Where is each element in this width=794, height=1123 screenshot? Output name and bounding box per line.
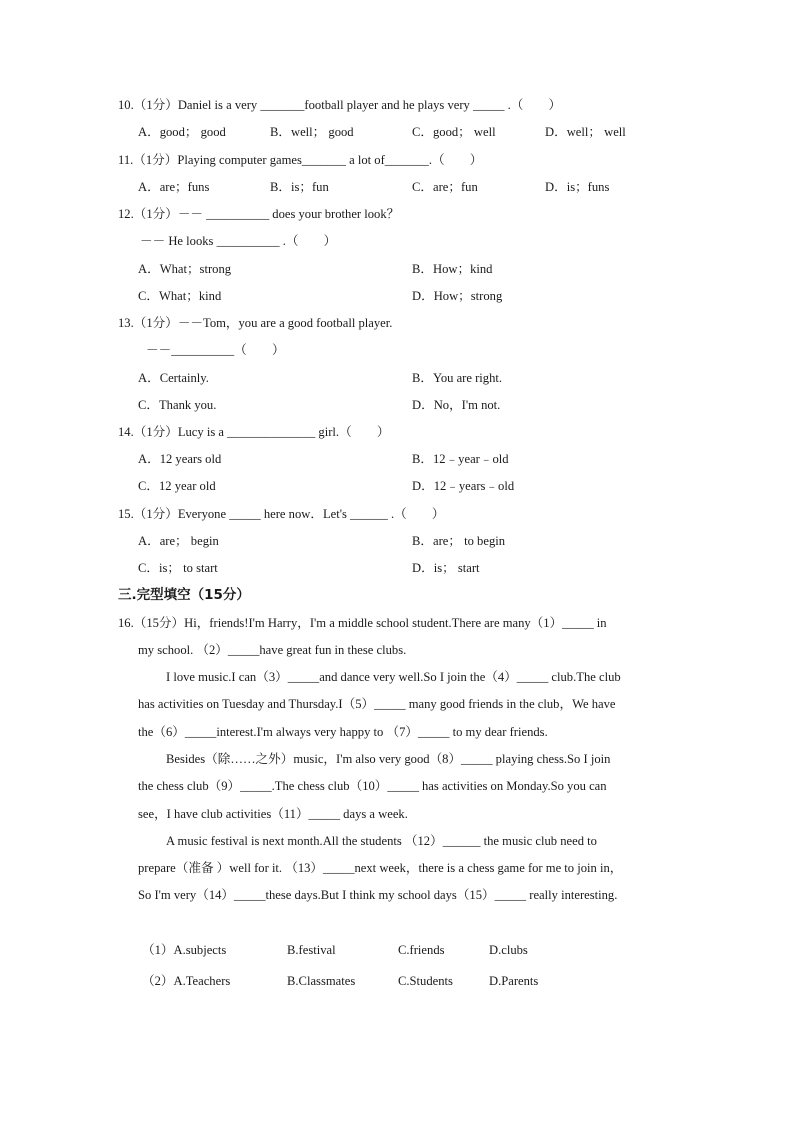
- q15-option-c: C．is； to start: [138, 561, 218, 575]
- answer-1-option-d: D.clubs: [489, 943, 528, 957]
- q13-option-b: B．You are right.: [412, 371, 503, 385]
- q15-option-d: D．is； start: [412, 561, 480, 575]
- q12-option-c: C．What；kind: [138, 289, 222, 303]
- q15-option-a: A．are； begin: [138, 534, 219, 548]
- question-12-stem: 12.（1分）－－ __________ does your brother look？: [118, 207, 400, 221]
- q14-option-a: A．12 years old: [138, 452, 222, 466]
- passage-line: A music festival is next month.All the students （12）______ the music club need to: [166, 834, 597, 848]
- q13-option-d: D．No，I'm not.: [412, 398, 501, 412]
- passage-line: my school. （2）_____have great fun in these clubs.: [138, 643, 407, 657]
- q14-option-d: D．12﹣years﹣old: [412, 479, 515, 493]
- question-13-stem: 13.（1分）－－Tom，you are a good football player.: [118, 316, 393, 330]
- q11-option-d: D．is；funs: [545, 180, 610, 194]
- answer-1-option-a: （1）A.subjects: [142, 943, 227, 957]
- passage-line: has activities on Tuesday and Thursday.I（5）_____ many good friends in the club，We have: [138, 697, 616, 711]
- q10-option-a: A．good； good: [138, 125, 226, 139]
- q11-option-c: C．are；fun: [412, 180, 478, 194]
- answer-1-option-c: C.friends: [398, 943, 445, 957]
- question-10-stem: 10.（1分）Daniel is a very _______football player and he plays very _____ .（ ）: [118, 98, 562, 112]
- passage-line: Besides（除……之外）music，I'm also very good（8）_____ playing chess.So I join: [166, 752, 611, 766]
- question-14-stem: 14.（1分）Lucy is a ______________ girl.（ ）: [118, 425, 390, 439]
- passage-line: So I'm very（14）_____these days.But I think my school days（15）_____ really interesting.: [138, 888, 618, 902]
- q11-option-a: A．are；funs: [138, 180, 210, 194]
- q13-option-a: A．Certainly.: [138, 371, 209, 385]
- passage-line: the chess club（9）_____.The chess club（10）_____ has activities on Monday.So you can: [138, 779, 607, 793]
- q13-dialog: －－__________（ ）: [146, 343, 285, 357]
- q14-option-c: C．12 year old: [138, 479, 216, 493]
- q12-dialog: －－ He looks __________ .（ ）: [140, 234, 337, 248]
- q10-option-d: D．well； well: [545, 125, 626, 139]
- question-11-stem: 11.（1分）Playing computer games_______ a lot of_______.（ ）: [118, 153, 483, 167]
- q15-option-b: B．are； to begin: [412, 534, 506, 548]
- section-title: 三.完型填空（15分）: [118, 587, 250, 603]
- answer-2-option-a: （2）A.Teachers: [142, 974, 231, 988]
- q12-option-b: B．How；kind: [412, 262, 493, 276]
- passage-line: 16.（15分）Hi，friends!I'm Harry，I'm a middle school student.There are many（1）_____ in: [118, 616, 607, 630]
- answer-2-option-b: B.Classmates: [287, 974, 356, 988]
- answer-1-option-b: B.festival: [287, 943, 336, 957]
- q12-option-a: A．What；strong: [138, 262, 232, 276]
- answer-2-option-c: C.Students: [398, 974, 453, 988]
- passage-line: the（6）_____interest.I'm always very happy to （7）_____ to my dear friends.: [138, 725, 548, 739]
- passage-line: see，I have club activities（11）_____ days a week.: [138, 807, 408, 821]
- q14-option-b: B．12﹣year﹣old: [412, 452, 509, 466]
- answer-2-option-d: D.Parents: [489, 974, 539, 988]
- q13-option-c: C．Thank you.: [138, 398, 217, 412]
- passage-line: prepare（准备 ）well for it. （13）_____next week，there is a chess game for me to join in，: [138, 861, 623, 875]
- q11-option-b: B．is；fun: [270, 180, 329, 194]
- q10-option-c: C．good； well: [412, 125, 496, 139]
- passage-line: I love music.I can（3）_____and dance very well.So I join the（4）_____ club.The club: [166, 670, 621, 684]
- q12-option-d: D．How；strong: [412, 289, 503, 303]
- q10-option-b: B．well； good: [270, 125, 354, 139]
- question-15-stem: 15.（1分）Everyone _____ here now．Let's ______ .（ ）: [118, 507, 445, 521]
